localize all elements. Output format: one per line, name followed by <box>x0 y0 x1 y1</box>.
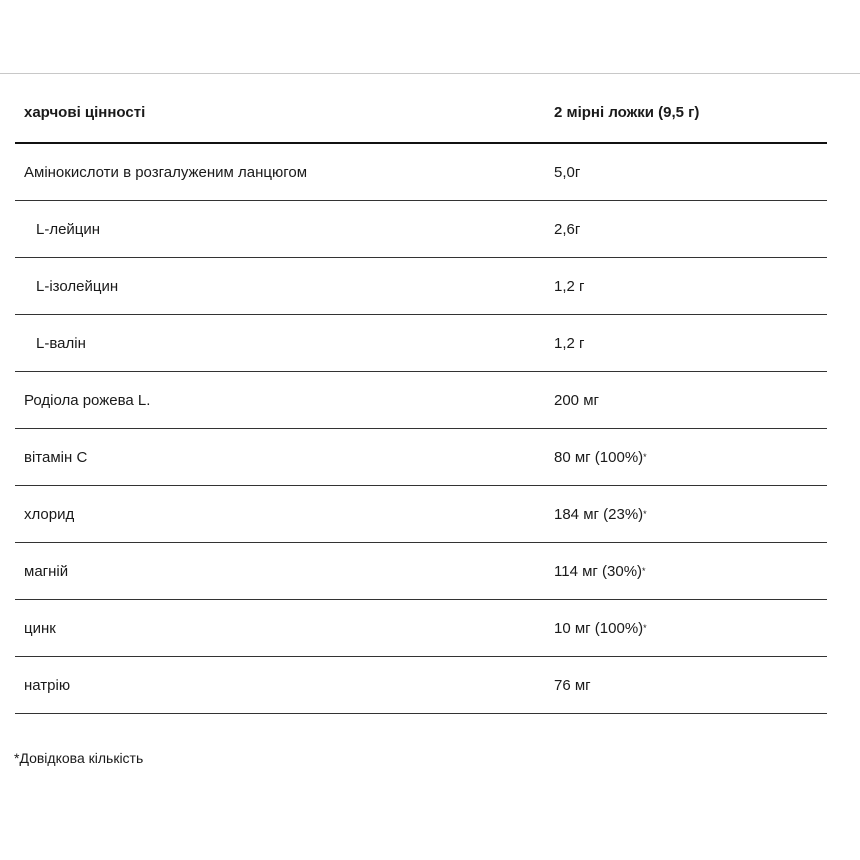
table-row <box>15 657 827 714</box>
top-divider <box>0 73 860 74</box>
nutrient-name: вітамін С <box>24 448 88 466</box>
nutrient-name: магній <box>24 562 69 580</box>
table-row <box>15 429 827 486</box>
nutrient-amount: 200 мг <box>554 391 599 409</box>
nutrient-amount: 2,6г <box>554 220 581 238</box>
nutrient-amount: 5,0г <box>554 163 581 181</box>
nutrient-amount: 80 мг (100%) * <box>554 448 647 466</box>
table-header-row <box>15 82 827 144</box>
table-row <box>15 486 827 543</box>
nutrient-amount: 1,2 г <box>554 277 585 295</box>
table-row <box>15 600 827 657</box>
nutrient-name: L-лейцин <box>36 220 101 238</box>
nutrient-amount: 76 мг <box>554 676 591 694</box>
table-row <box>15 144 827 201</box>
nutrient-name: L-валін <box>36 334 86 352</box>
nutrient-name: хлорид <box>24 505 75 523</box>
nutrition-table <box>15 82 827 714</box>
table-row <box>15 372 827 429</box>
nutrient-name: натрію <box>24 676 71 694</box>
nutrient-amount: 1,2 г <box>554 334 585 352</box>
table-row <box>15 543 827 600</box>
nutrient-name: Родіола рожева L. <box>24 391 151 409</box>
nutrient-amount: 114 мг (30%) * <box>554 562 646 580</box>
nutrient-name: Амінокислоти в розгалуженим ланцюгом <box>24 163 308 181</box>
nutrient-amount: 10 мг (100%) * <box>554 619 647 637</box>
table-row <box>15 201 827 258</box>
table-row <box>15 315 827 372</box>
nutrient-amount: 184 мг (23%) * <box>554 505 647 523</box>
reference-footnote: *Довідкова кількість <box>14 750 144 766</box>
header-nutrients-label: харчові цінності <box>24 103 146 121</box>
nutrient-name: L-ізолейцин <box>36 277 119 295</box>
nutrient-name: цинк <box>24 619 56 637</box>
header-serving-label: 2 мірні ложки (9,5 г) <box>554 103 700 121</box>
table-row <box>15 258 827 315</box>
